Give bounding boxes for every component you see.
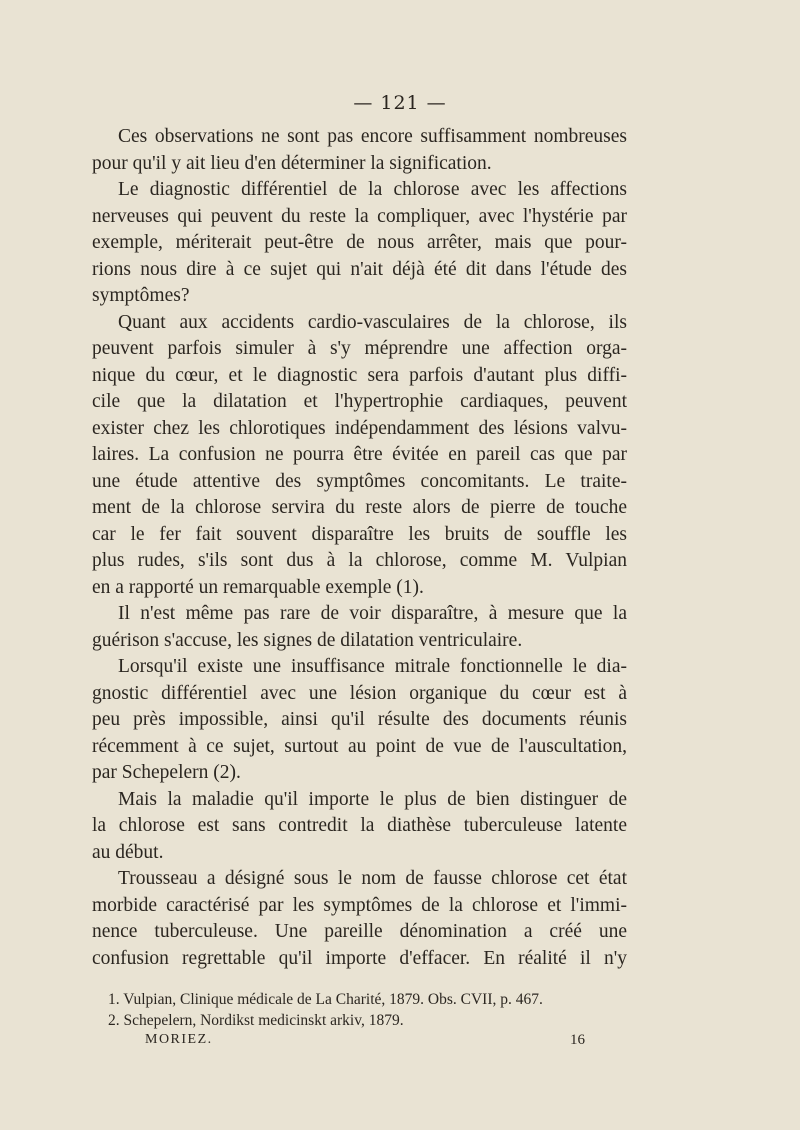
- footnotes: [108, 989, 628, 1031]
- text-line: guérison s'accuse, les signes de dilatation ventriculaire.: [92, 629, 523, 651]
- text-line: récemment à ce sujet, surtout au point de vue de l'auscultation,: [92, 735, 627, 757]
- text-line: exister chez les chlorotiques indépendamment des lésions valvu-: [92, 417, 627, 439]
- text-line: exemple, mériterait peut-être de nous arrêter, mais que pour-: [92, 232, 627, 253]
- text-line: une étude attentive des symptômes concomitants. Le traite-: [92, 470, 627, 492]
- text-line: pour qu'il y ait lieu d'en déterminer la signification.: [92, 152, 492, 174]
- text-line: nence tuberculeuse. Une pareille dénomination a créé une: [92, 921, 627, 942]
- signature-sheet: 16: [570, 1032, 585, 1048]
- footnote: 2. Schepelern, Nordikst medicinskt arkiv, 1879.: [108, 1012, 404, 1029]
- printer-signature: [145, 1032, 585, 1048]
- text-line: symptômes?: [92, 285, 190, 306]
- page-number: — 121 —: [353, 92, 447, 114]
- text-line: rions nous dire à ce sujet qui n'ait déjà été dit dans l'étude des: [92, 258, 627, 280]
- text-line: car le fer fait souvent disparaître les bruits de souffle les: [92, 523, 627, 545]
- text-line: cile que la dilatation et l'hypertrophie cardiaques, peuvent: [92, 391, 627, 412]
- text-line: peu près impossible, ainsi qu'il résulte des documents réunis: [92, 709, 627, 730]
- text-line: en a rapporté un remarquable exemple (1).: [92, 576, 424, 598]
- body-text: [92, 124, 627, 972]
- text-line: nerveuses qui peuvent du reste la compliquer, avec l'hystérie par: [92, 205, 627, 227]
- text-line: Trousseau a désigné sous le nom de fausse chlorose cet état: [118, 868, 627, 889]
- text-line: Lorsqu'il existe une insuffisance mitrale fonctionnelle le dia-: [118, 656, 627, 677]
- text-line: au début.: [92, 841, 164, 863]
- text-line: Quant aux accidents cardio-vasculaires de la chlorose, ils: [118, 311, 627, 333]
- text-line: par Schepelern (2).: [92, 762, 241, 783]
- text-line: plus rudes, s'ils sont dus à la chlorose, comme M. Vulpian: [92, 550, 627, 571]
- signature-author: MORIEZ.: [145, 1032, 213, 1047]
- text-line: confusion regrettable qu'il importe d'effacer. En réalité il n'y: [92, 947, 627, 969]
- footnote: 1. Vulpian, Clinique médicale de La Charité, 1879. Obs. CVII, p. 467.: [108, 991, 543, 1008]
- text-line: peuvent parfois simuler à s'y méprendre une affection orga-: [92, 338, 627, 359]
- text-line: nique du cœur, et le diagnostic sera parfois d'autant plus diffi-: [92, 364, 627, 386]
- text-line: Il n'est même pas rare de voir disparaître, à mesure que la: [118, 603, 627, 624]
- text-line: la chlorose est sans contredit la diathèse tuberculeuse latente: [92, 815, 627, 836]
- text-line: Ces observations ne sont pas encore suffisamment nombreuses: [118, 126, 627, 147]
- text-line: ment de la chlorose servira du reste alors de pierre de touche: [92, 497, 627, 518]
- text-line: laires. La confusion ne pourra être évitée en pareil cas que par: [92, 444, 627, 465]
- text-line: morbide caractérisé par les symptômes de la chlorose et l'immi-: [92, 894, 627, 916]
- text-line: gnostic différentiel avec une lésion organique du cœur est à: [92, 682, 627, 704]
- text-line: Mais la maladie qu'il importe le plus de bien distinguer de: [118, 788, 627, 810]
- text-line: Le diagnostic différentiel de la chlorose avec les affections: [118, 179, 627, 200]
